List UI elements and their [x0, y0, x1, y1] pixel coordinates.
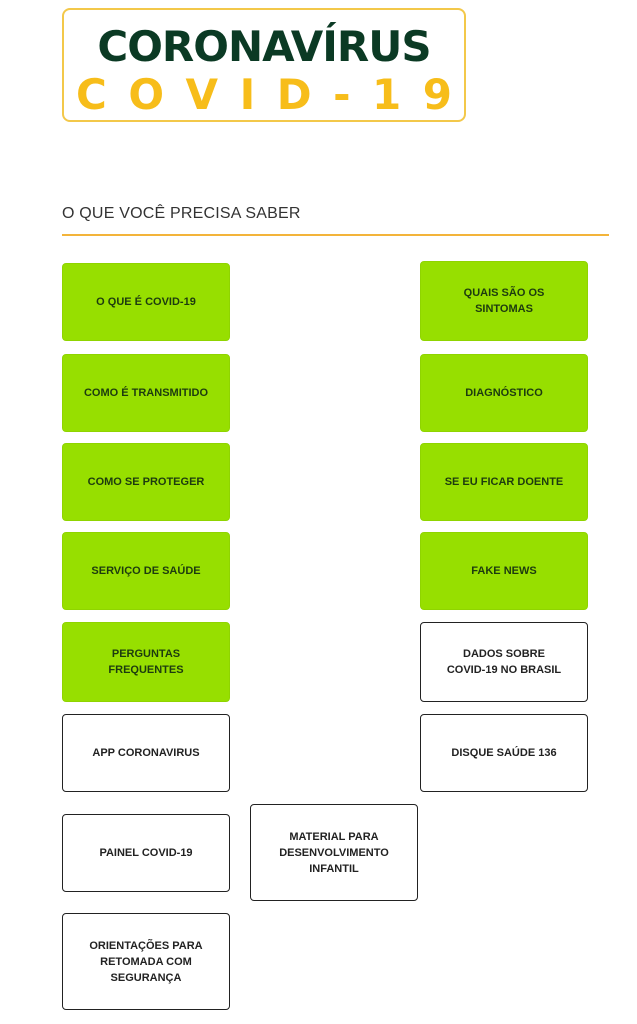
section-divider — [62, 234, 609, 236]
tile-orientacoes-para-retomada[interactable]: ORIENTAÇÕES PARA RETOMADA COM SEGURANÇA — [62, 913, 230, 1010]
tile-dados-sobre-covid19-no-brasil[interactable]: DADOS SOBRE COVID-19 NO BRASIL — [420, 622, 588, 702]
coronavirus-covid19-logo — [62, 8, 466, 122]
logo-title: CORONAVÍRUS — [97, 22, 431, 71]
tile-o-que-e-covid19[interactable]: O QUE É COVID-19 — [62, 263, 230, 341]
logo-subtitle-char: V — [185, 70, 219, 119]
logo-subtitle-char: 1 — [372, 70, 402, 119]
tile-se-eu-ficar-doente[interactable]: SE EU FICAR DOENTE — [420, 443, 588, 521]
tile-quais-sao-os-sintomas[interactable]: QUAIS SÃO OS SINTOMAS — [420, 261, 588, 341]
tile-perguntas-frequentes[interactable]: PERGUNTAS FREQUENTES — [62, 622, 230, 702]
tile-app-coronavirus[interactable]: APP CORONAVIRUS — [62, 714, 230, 792]
tile-diagnostico[interactable]: DIAGNÓSTICO — [420, 354, 588, 432]
tile-disque-saude-136[interactable]: DISQUE SAÚDE 136 — [420, 714, 588, 792]
section-title: O QUE VOCÊ PRECISA SABER — [62, 205, 301, 222]
logo-subtitle-char: I — [239, 70, 256, 119]
logo-subtitle-char: 9 — [422, 70, 452, 119]
tile-como-e-transmitido[interactable]: COMO É TRANSMITIDO — [62, 354, 230, 432]
logo-subtitle-char: D — [276, 70, 312, 119]
tile-servico-de-saude[interactable]: SERVIÇO DE SAÚDE — [62, 532, 230, 610]
tile-material-para-desenvolvimento-infantil[interactable]: MATERIAL PARA DESENVOLVIMENTO INFANTIL — [250, 804, 418, 901]
logo-subtitle-char: C — [76, 70, 107, 119]
logo-subtitle — [76, 72, 452, 118]
logo-subtitle-char: - — [333, 70, 351, 119]
logo-subtitle-char: O — [128, 70, 165, 119]
tile-como-se-proteger[interactable]: COMO SE PROTEGER — [62, 443, 230, 521]
tile-fake-news[interactable]: FAKE NEWS — [420, 532, 588, 610]
tile-painel-covid19[interactable]: PAINEL COVID-19 — [62, 814, 230, 892]
